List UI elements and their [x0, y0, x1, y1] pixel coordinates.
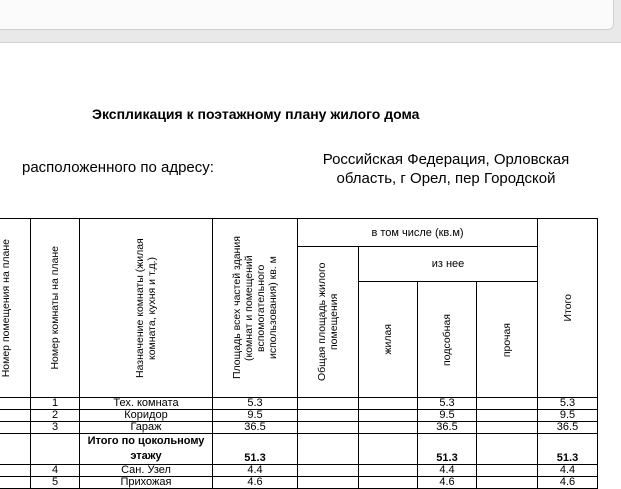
cell-total: 4.6 — [538, 477, 598, 489]
cell-num: 1 — [31, 398, 80, 410]
cell-total: 5.3 — [538, 398, 598, 410]
cell-aux: 4.4 — [418, 465, 477, 477]
cell-general — [298, 422, 359, 434]
cell-living — [359, 477, 418, 489]
cell-num: 2 — [31, 410, 80, 422]
cell-general — [298, 465, 359, 477]
cell-area: 5.3 — [213, 398, 298, 410]
cell-total: 4.4 — [538, 465, 598, 477]
header-other: прочая — [477, 282, 538, 398]
table-row — [0, 477, 598, 489]
table-row — [0, 422, 598, 434]
cell-aux: 5.3 — [418, 398, 477, 410]
header-in-that: в том числе (кв.м) — [298, 219, 538, 247]
explication-table — [0, 218, 598, 489]
summary-area: 51.3 — [213, 434, 298, 465]
header-area-total: Площадь всех частей здания (комнат и помещений вспомогательного использования) кв. м — [213, 219, 298, 398]
cell-num: 4 — [31, 465, 80, 477]
cell-area: 36.5 — [213, 422, 298, 434]
cell-aux: 9.5 — [418, 410, 477, 422]
cell-general — [298, 477, 359, 489]
address-value: Российская Федерация, Орловская область, г Орел, пер Городской — [322, 151, 570, 187]
table-row — [0, 465, 598, 477]
summary-aux: 51.3 — [418, 434, 477, 465]
cell-living — [359, 410, 418, 422]
cell-area: 4.6 — [213, 477, 298, 489]
table-row — [0, 410, 598, 422]
address-label: расположенного по адресу: — [22, 159, 214, 176]
header-auxiliary: подсобная — [418, 282, 477, 398]
cell-other — [477, 422, 538, 434]
summary-label: Итого по цокольному этажу — [80, 434, 213, 465]
cell-total: 9.5 — [538, 410, 598, 422]
cell-name: Тех. комната — [80, 398, 213, 410]
header-of-which: из нее — [359, 247, 538, 282]
cell-area: 9.5 — [213, 410, 298, 422]
table-row — [0, 398, 598, 410]
cell-other — [477, 398, 538, 410]
cell-num: 3 — [31, 422, 80, 434]
cell-name: Гараж — [80, 422, 213, 434]
cell-general — [298, 410, 359, 422]
summary-total: 51.3 — [538, 434, 598, 465]
header-room-no-plan: Номер помещения на плане — [0, 219, 31, 398]
cell-name: Сан. Узел — [80, 465, 213, 477]
header-total-living-area: Общая площадь жилого помещения — [298, 247, 359, 398]
header-result: Итого — [538, 219, 598, 398]
summary-row — [0, 434, 598, 465]
cell-living — [359, 398, 418, 410]
cell-area: 4.4 — [213, 465, 298, 477]
cell-name: Коридор — [80, 410, 213, 422]
cell-general — [298, 398, 359, 410]
cell-other — [477, 477, 538, 489]
cell-total: 36.5 — [538, 422, 598, 434]
header-room-no: Номер комнаты на плане — [31, 219, 80, 398]
cell-name: Прихожая — [80, 477, 213, 489]
cell-num: 5 — [31, 477, 80, 489]
cell-aux: 4.6 — [418, 477, 477, 489]
cell-living — [359, 422, 418, 434]
cell-other — [477, 465, 538, 477]
cell-living — [359, 465, 418, 477]
cell-other — [477, 410, 538, 422]
header-purpose: Назначение комнаты (жилая комната, кухня и т.д.) — [80, 219, 213, 398]
cell-aux: 36.5 — [418, 422, 477, 434]
top-panel — [0, 0, 614, 30]
window-top-bar — [0, 0, 621, 43]
header-living: жилая — [359, 282, 418, 398]
document-title: Экспликация к поэтажному плану жилого дома — [92, 106, 420, 122]
